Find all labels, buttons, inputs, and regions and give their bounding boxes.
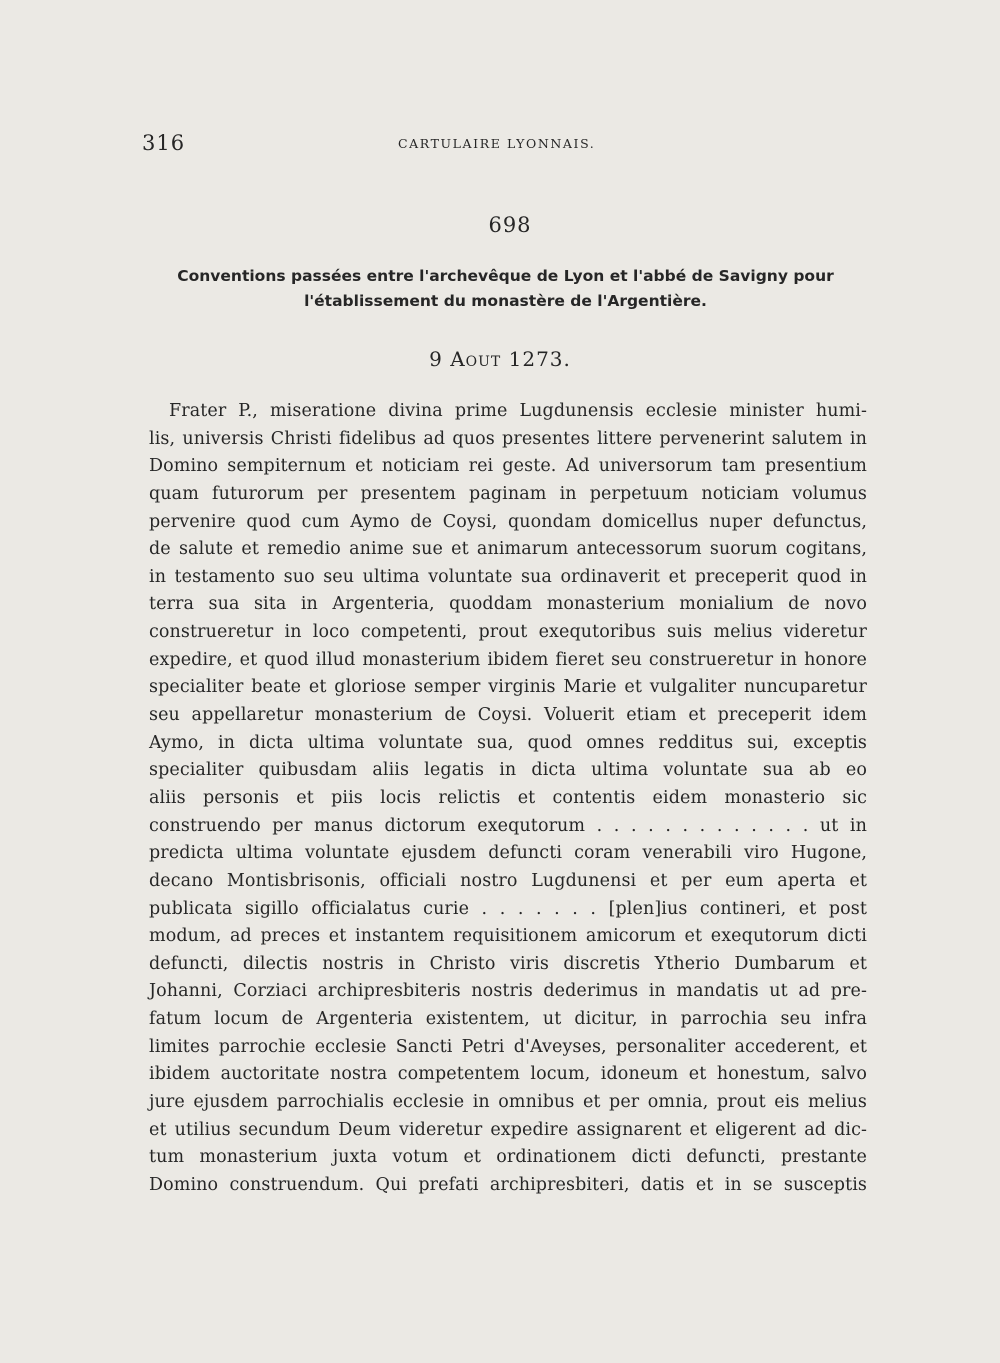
body-line: decano Montisbrisonis, officiali nostro Lugdunensi et per eum aperta et <box>149 870 867 891</box>
body-line: ibidem auctoritate nostra competentem locum, idoneum et honestum, salvo <box>149 1064 867 1085</box>
date-month: Aout <box>450 347 502 371</box>
running-head: CARTULAIRE LYONNAIS. <box>398 136 596 151</box>
body-line: aliis personis et piis locis relictis et contentis eidem monasterio sic <box>149 787 867 808</box>
document-date <box>0 347 1000 371</box>
page-number: 316 <box>142 131 186 155</box>
body-line: Johanni, Corziaci archipresbiteris nostris dederimus in mandatis ut ad pre- <box>149 981 867 1002</box>
body-line: fatum locum de Argenteria existentem, ut dicitur, in parrochia seu infra <box>149 1009 867 1030</box>
body-line: et utilius secundum Deum videretur expedire assignarent et eligerent ad dic- <box>149 1119 867 1140</box>
body-line: Domino sempiternum et noticiam rei geste. Ad universorum tam presentium <box>149 456 867 477</box>
body-line: specialiter quibusdam aliis legatis in dicta ultima voluntate sua ab eo <box>149 760 867 781</box>
body-line: modum, ad preces et instantem requisitionem amicorum et exequtorum dicti <box>149 926 867 947</box>
document-number: 698 <box>488 213 532 237</box>
body-line: seu appellaretur monasterium de Coysi. Voluerit etiam et preceperit idem <box>149 705 867 726</box>
body-line: expedire, et quod illud monasterium ibidem fieret seu construeretur in honore <box>149 649 867 670</box>
body-line: jure ejusdem parrochialis ecclesie in omnibus et per omnia, prout eis melius <box>149 1092 867 1113</box>
body-line: construeretur in loco competenti, prout exequtoribus suis melius videretur <box>149 622 867 643</box>
body-line: Domino construendum. Qui prefati archipresbiteri, datis et in se susceptis <box>149 1174 867 1195</box>
body-line: lis, universis Christi fidelibus ad quos presentes littere pervenerint salutem in <box>149 428 867 449</box>
body-line: specialiter beate et gloriose semper virginis Marie et vulgaliter nuncuparetur <box>149 677 867 698</box>
date-day: 9 <box>429 347 443 371</box>
document-title: Conventions passées entre l'archevêque de Lyon et l'abbé de Savigny pour l'établissement du monastère de l'Argentière. <box>177 267 834 310</box>
body-line: Frater P., miseratione divina prime Lugdunensis ecclesie minister humi- <box>169 401 867 421</box>
body-line: pervenire quod cum Aymo de Coysi, quondam domicellus nuper defunctus, <box>149 511 867 532</box>
body-line: limites parrochie ecclesie Sancti Petri d'Aveyses, personaliter accederent, et <box>149 1036 867 1057</box>
body-line: de salute et remedio anime sue et animarum antecessorum suorum cogitans, <box>149 539 867 560</box>
body-line: construendo per manus dictorum exequtorum . . . . . . . . . . . . . ut in <box>149 815 867 836</box>
charter-body <box>149 398 867 1200</box>
body-line: Aymo, in dicta ultima voluntate sua, quod omnes redditus sui, exceptis <box>149 732 867 753</box>
body-line: quam futurorum per presentem paginam in perpetuum noticiam volumus <box>149 483 867 504</box>
body-line: tum monasterium juxta votum et ordinationem dicti defuncti, prestante <box>149 1147 867 1168</box>
date-year: 1273. <box>508 347 571 371</box>
body-line: terra sua sita in Argenteria, quoddam monasterium monialium de novo <box>149 594 867 615</box>
body-line: in testamento suo seu ultima voluntate sua ordinaverit et preceperit quod in <box>149 566 867 587</box>
body-line: defuncti, dilectis nostris in Christo viris discretis Ytherio Dumbarum et <box>149 953 867 974</box>
body-line: publicata sigillo officialatus curie . . . . . . . [plen]ius contineri, et post <box>149 898 867 919</box>
body-line: predicta ultima voluntate ejusdem defuncti coram venerabili viro Hugone, <box>149 843 867 864</box>
